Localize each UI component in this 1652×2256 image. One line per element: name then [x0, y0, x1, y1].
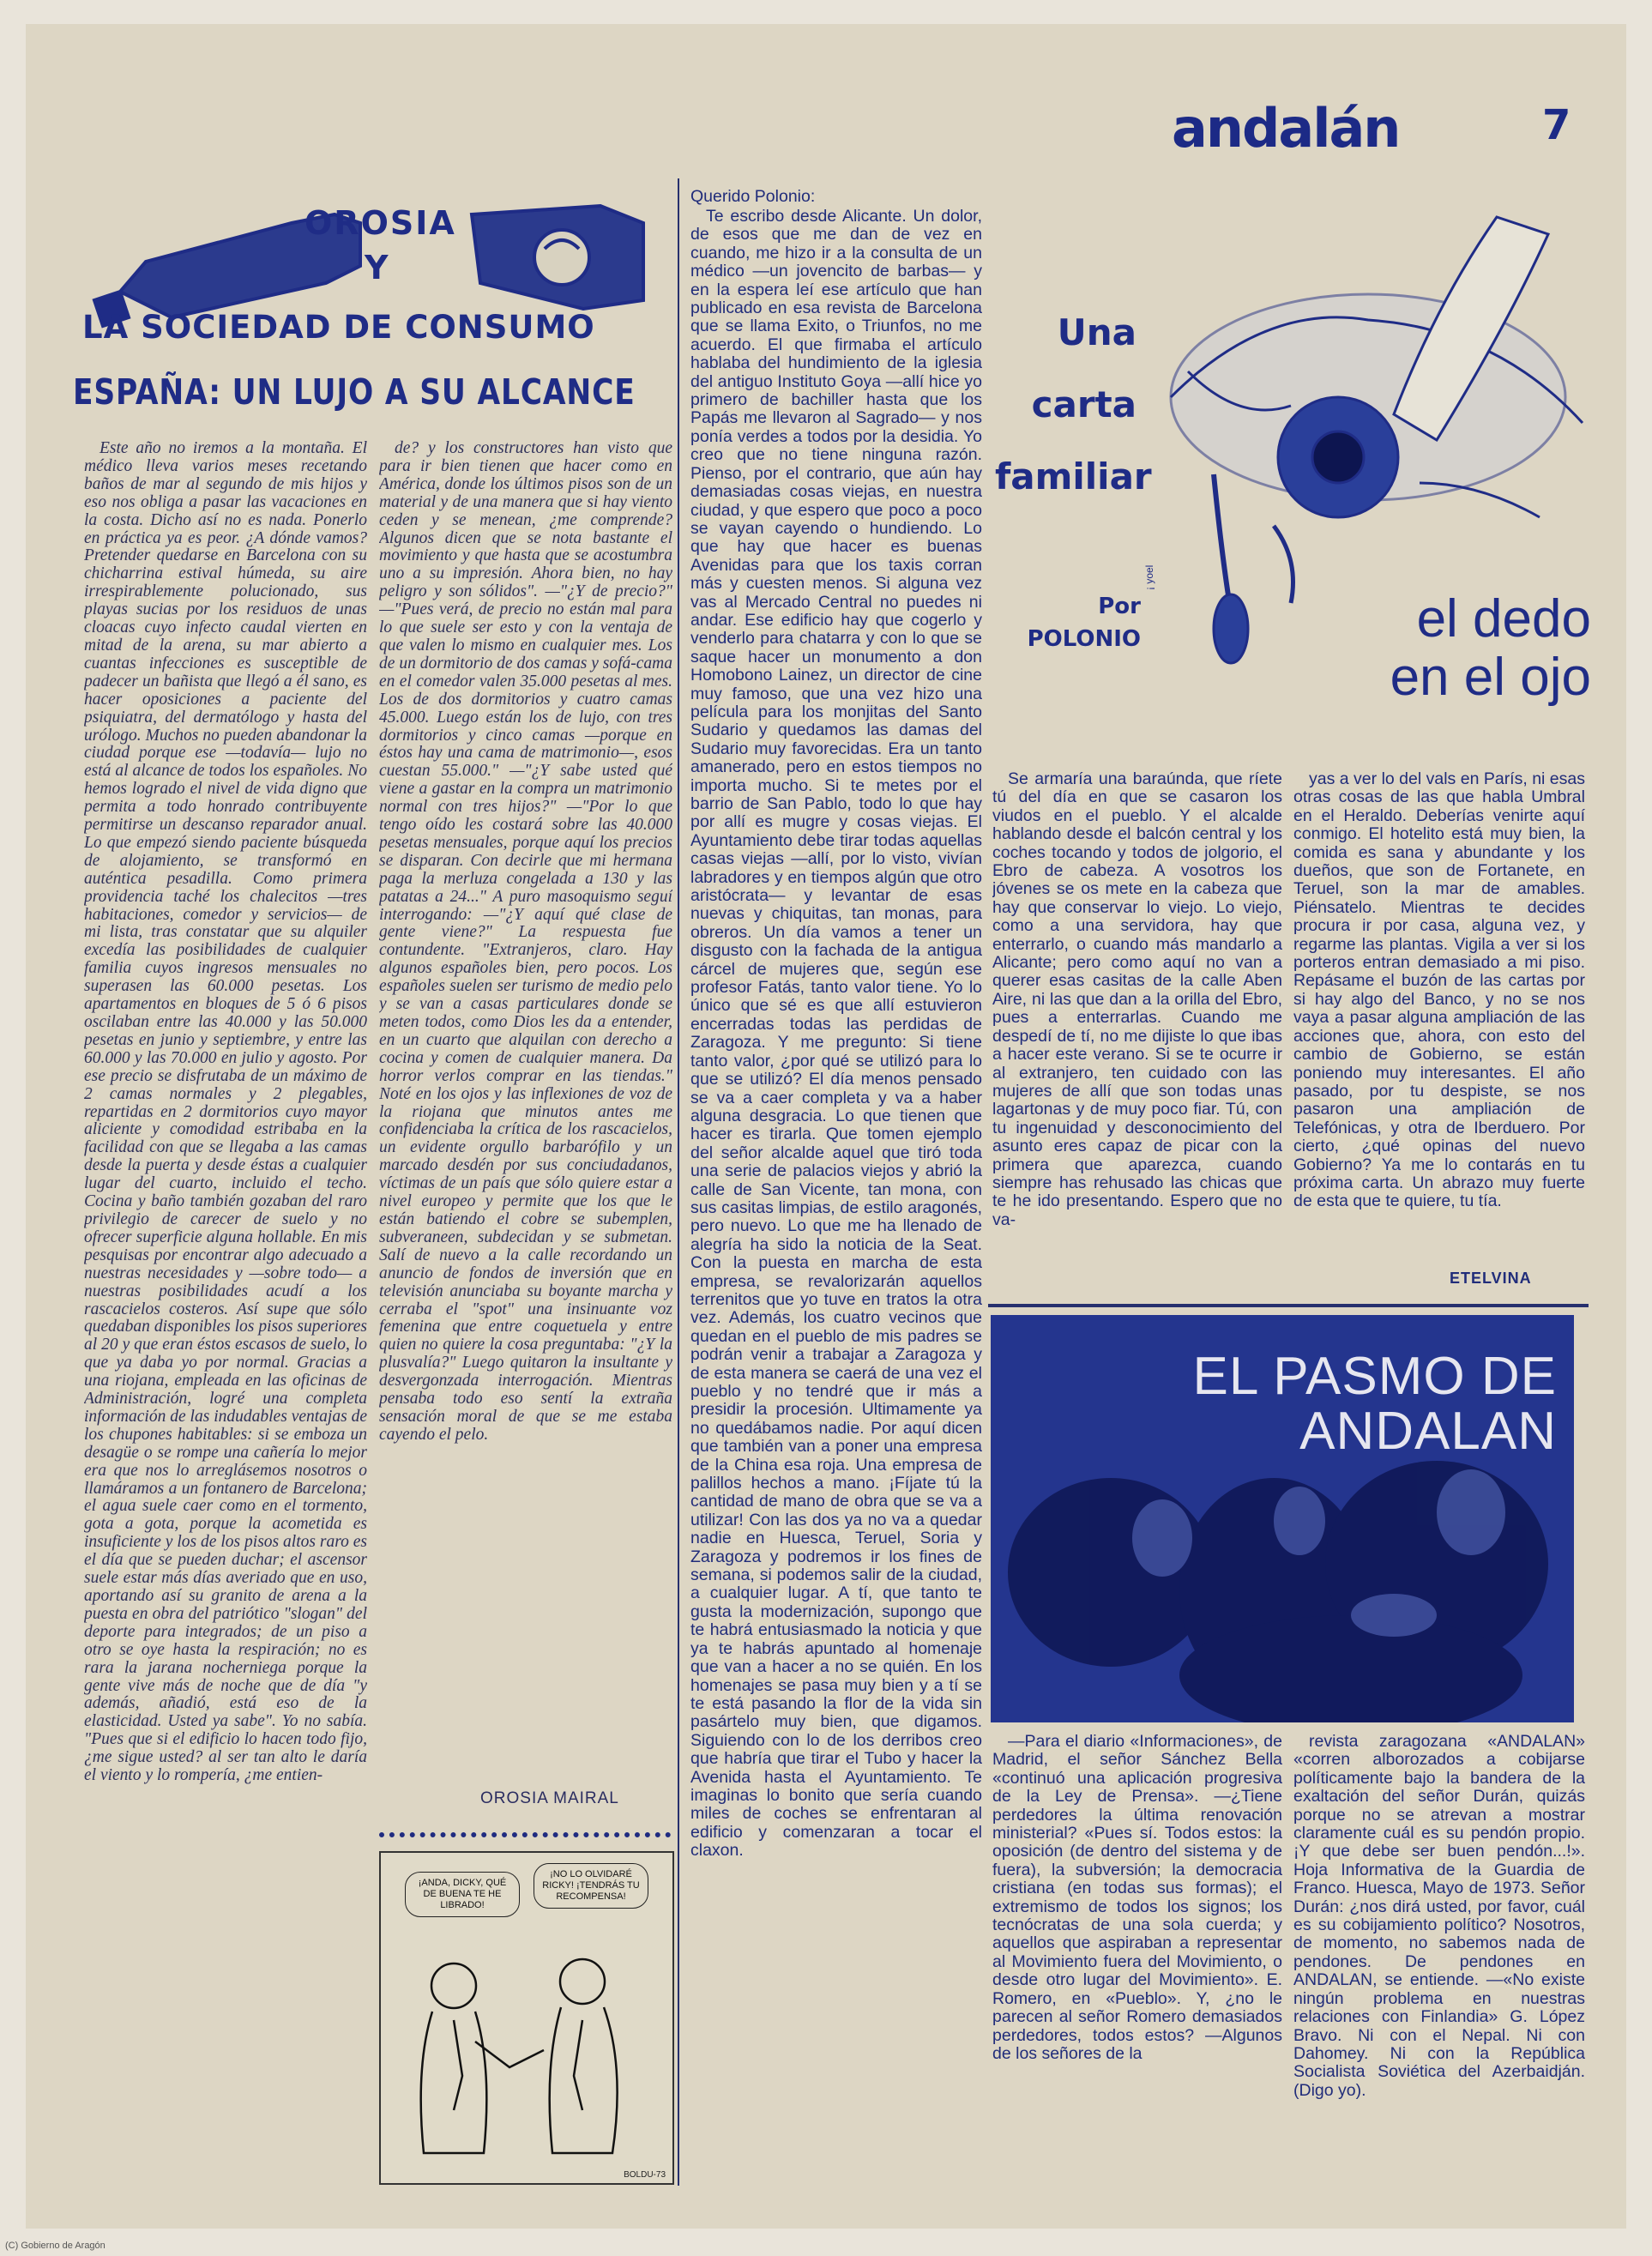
pasmo-column-left — [992, 1733, 1282, 2179]
carta-col4-text: Se armaría una baraúnda, que ríete tú del día en que se casaron los viudos en el pueblo. Y el alcalde hablando desde el balcón central y los coches tocando y todos de jolgorio, el Ebro de cabeza. A vosotros los jóvenes se os mete en la cabeza que hay que conservar lo viejo. Lo viejo, como a una servidora, hay que enterrarlo, o cuando más mandarlo a Alicante; pero como aquí no van a querer esas casitas de la calle Aben Aire, ni las que dan a la orilla del Ebro, pues a enterrarlas. Cuando me despedí de tí, no me dijiste lo que ibas a hacer este verano. Si se te ocurre ir al extranjero, ten cuidado con las mujeres de allí que son todas unas lagartonas y de muy poco fiar. Tú, con tu ingenuidad y desconocimiento del asunto eres capaz de picar con la primera que aparezca, cuando siempre has rehusado las chicas que te he ido presentando. Espero que no va- — [992, 770, 1282, 1229]
masthead: andalán — [1172, 97, 1400, 160]
pasmo-column-right — [1293, 1733, 1585, 2179]
carta-col5-text: yas a ver lo del vals en París, ni esas otras cosas de las que habla Umbral en el Heraldo. Deberías venirte aquí conmigo. El hotelito está muy bien, la comida es sana y abundante y los dueños, que son de Fortanete, en Teruel, son la mar de amables. Piénsatelo. Mientras te decides procura ir por casa, alguna vez, y regarme las plantas. Vigila a ver si los porteros entran demasiado a mi piso. Repásame el buzón de las cartas por si hay algo del Banco, y no se nos vaya a pasar alguna ampliación de las acciones que, ahora, con esto del cambio de Gobierno, se están poniendo muy interesantes. El año pasado, por tu despiste, se nos pasaron una ampliación de Telefónicas, y otra de Iberduero. Por cierto, ¿qué opinas del nuevo Gobierno? Ya me lo contarás en tu próxima carta. Un abrazo muy fuerte de esta que te quiere, tu tía. — [1293, 770, 1585, 1211]
orosia-column-1 — [84, 440, 367, 2181]
footer-credit: (C) Gobierno de Aragón — [5, 2241, 106, 2251]
carta-greeting: Querido Polonio: — [690, 187, 816, 206]
banner-orosia: OROSIA — [304, 204, 456, 242]
carta-by-label: Por — [1098, 594, 1141, 619]
carta-column-5 — [1293, 770, 1585, 1251]
pasmo-photo — [991, 1315, 1574, 1722]
pasmo-col-left-text: —Para el diario «Informaciones», de Madrid, el señor Sánchez Bella «continuó una aplicación progresiva de la Ley de Prensa». —¿Tiene perdedores la última renovación ministerial? «Pues sí. Todos estos: la oposición (de dentro del sistema y de fuera), la subversión; la democracia cristiana (en todas sus formas); el extremismo de todos los signos; los tecnócratas de una sola cuerda; y aquellos que aspiraban a representar al Movimiento fuera del Movimiento, o desde otro lugar del Movimiento». E. Romero, en «Pueblo». Y, ¿no le parecen al señor Romero demasiados perdedores, todos estos? —Algunos de los señores de la — [992, 1733, 1282, 2063]
pasmo-title — [1025, 1349, 1557, 1459]
cartoon-bubble-right: ¡NO LO OLVIDARÉ RICKY! ¡TENDRÁS TU RECOMPENSA! — [534, 1863, 648, 1909]
cartoon-signature: BOLDU-73 — [624, 2170, 666, 2180]
illustration-title-line2: en el ojo — [1390, 648, 1591, 707]
carta-title-line1: Una — [1057, 311, 1137, 353]
carta-column-4 — [992, 770, 1282, 1295]
pasmo-col-right-text: revista zaragozana «ANDALAN» «corren alborozados a cobijarse políticamente bajo la bandera de la exaltación del señor Durán, quizás porque no se atrevan a mostrar claramente cuál es su pendón propio. ¡Y que debe ser buen pendón...!». Hoja Informativa de la Guardia de Franco. Huesca, Mayo de 1973. Señor Durán: ¿nos dirá usted, por favor, cuál es su cobijamiento político? Nosotros, de momento, no sabemos nada de pendones. De pendones en ANDALAN, se entiende. —«No existe ningún problema en nuestras relaciones con Finlandia» G. López Bravo. Ni con el Nepal. Ni con Dahomey. Ni con la República Socialista Soviética del Azerbaidján. (Digo yo). — [1293, 1733, 1585, 2100]
banner-y: Y — [365, 249, 389, 287]
page-number: 7 — [1542, 101, 1571, 149]
illustration-title-line1: el dedo — [1416, 589, 1591, 648]
carta-byline — [995, 590, 1141, 655]
orosia-banner — [77, 189, 652, 369]
orosia-column-2 — [379, 440, 672, 1778]
cartoon-bubble-left: ¡ANDA, DICKY, QUÉ DE BUENA TE HE LIBRADO! — [405, 1872, 520, 1917]
orosia-col1-text: Este año no iremos a la montaña. El médico lleva varios meses recetando baños de mar al segundo de mis hijos y eso nos obliga a pasar las vacaciones en la costa. Dicho así no es nada. Ponerlo en práctica ya es peor. ¿A dónde vamos? Pretender quedarse en Barcelona con su chicharrina estival húmeda, su aire irrespirablemente polucionado, sus playas sucias por los residuos de unas cloacas cuyo infecto caudal vierten en mitad de la arena, su mar abierto a cuantas infecciones es susceptible de padecer un bañista que llegó a él sano, es hacer oposiciones a paciente del psiquiatra, del dermatólogo y hasta del urólogo. Muchos no pueden abandonar la ciudad porque ese —todavía— lujo no está al alcance de todos los españoles. No hemos logrado el nivel de vida digno que permita a todo honrado contribuyente permitirse un descanso reparador anual. Lo que empezó siendo paciente búsqueda de alojamiento, se transformó en auténtica pesadilla. Como primera providencia taché los chalecitos —tres habitaciones, comedor y servicios— de mi lista, tras constatar que su alquiler excedía las posibilidades de cualquier familia cuyos ingresos mensuales no superasen las 60.000 pesetas. Los apartamentos en bloques de 5 ó 6 pisos oscilaban entre las 40.000 y las 50.000 pesetas en junio y septiembre, y entre las 60.000 y las 70.000 en julio y agosto. Por ese precio se disfrutaba de un máximo de 2 camas normales y 2 plegables, repartidas en 2 dormitorios cuyo mayor aliciente y comodidad estribaba en la facilidad con que se llegaba a las camas desde la puerta y desde éstas a cualquier lugar del cuarto, incluido el techo. Cocina y baño también gozaban del raro privilegio de carecer de suelo y no ofrecer superficie alguna hollable. En mis pesquisas por encontrar algo adecuado a nuestras necesidades y —sobre todo— a nuestras posibilidades acudí a los rascacielos costeros. Así supe que sólo quedaban disponibles los pisos superiores al 20 y que eran éstos escasos de suelo, lo que ya daba yo por normal. Gracias a una riojana, empleada en las oficinas de Administración, logré una completa información de las indudables ventajas de los chupones habitables: si se emboza un desagüe o se rompe una cañería lo mejor era que nos lo arreglásemos nosotros o llamáramos a un fontanero de Barcelona; el agua suele caer como en el tormento, gota a gota, porque la acometida es insuficiente y los de los pisos altos raro es el día que se pueden duchar; el ascensor suele estar más días averiado que en uso, aportando así su granito de arena a la puesta en obra del patriótico "slogan" del deporte para integrados; de un piso a otro se oye hasta la respiración; no es rara la jarana nocherniega porque la gente vive más de noche que de día "y además, añadió, está eso de la elasticidad. Usted ya sabe". Yo no sabía. "Pues que si el edificio lo hacen todo fijo, ¿me sigue usted? al ser tan alto le daría el viento y lo rompería, ¿me entien- — [84, 440, 367, 1785]
orosia-col2-text: de? y los constructores han visto que para ir bien tienen que hacer como en América, donde los últimos pisos son de un material y de una manera que si hay viento ceden y se menean, ¿me comprende? Algunos dicen que se nota bastante el movimiento y que hasta que se acostumbra uno a su impresión. Ahora bien, no hay peligro y son sólidos". —"¿Y de precio?" —"Pues verá, de precio no están mal para lo que suele ser esto y con la ventaja de que valen lo mismo en cualquier mes. Los de un dormitorio de dos camas y sofá-cama en el comedor valen 35.000 pesetas al mes. Los de dos dormitorios y cuatro camas 45.000. Luego están los de lujo, con tres dormitorios y cinco camas —porque en éstos hay una cama de matrimonio—, esos cuestan 55.000." —"¿Y sabe usted qué viene a gastar en la compra un matrimonio normal con tres hijos?" —"Por lo que tengo oído les costará sobre las 40.000 pesetas mensuales, porque aquí los precios se disparan. Con decirle que mi hermana paga la merluza congelada a 130 y las patatas a 24..." A puro masoquismo seguí interrogando: —"¿Y aquí qué clase de gente viene?" La respuesta fue contundente. "Extranjeros, claro. Hay algunos españoles bien, pero pocos. Los españoles suelen ser turismo de medio pelo y se van a casas particulares donde se meten todos, como Dios les da a entender, en un cuarto que alquilan con derecho a cocina y comen de cualquier manera. Da horror verlos comprar en las tiendas." Noté en los ojos y las inflexiones de voz de la riojana que minutos antes me confidenciaba la crítica de los rascacielos, un evidente orgullo barbarófilo y un marcado desdén por sus conciudadanos, víctimas de un país que sólo quiere estar a nivel europeo y permite que los que le están batiendo el cobre se subemplen, subveraneen, subdecidan y se submetan. Salí de nuevo a la calle recordando un anuncio de fondos de inversión que en televisión anunciaba su boyante marcha y cerraba el "spot" una insinuante voz femenina que entre coquetuela y entre quien no quiere la cosa preguntaba: "¿Y la plusvalía?" Luego quitaron la insultante y desvergonzada interrogación. Mientras pensaba todo eso sentí la extraña sensación moral de que se me estaba cayendo el pelo. — [379, 440, 672, 1444]
eye-illustration — [1137, 200, 1600, 749]
carta-column-3 — [690, 208, 982, 2181]
pasmo-title-line2: ANDALAN — [1299, 1402, 1557, 1461]
orosia-headline: ESPAÑA: UN LUJO A SU ALCANCE — [73, 371, 636, 413]
carta-col3-text: Te escribo desde Alicante. Un dolor, de esos que me dan de vez en cuando, me hizo ir a la consulta de un médico —un jovencito de barbas— y en la espera leí ese artículo que han publicado en esa revista de Barcelona que se llama Exito, o Triunfos, no me acuerdo. El que firmaba el artículo hablaba del hundimiento de la iglesia del antiguo Instituto Goya —allí hice yo primero de bachiller hasta que los Papás me llevaron al Sagrado— y nos ponía verdes a todos por la desidia. Yo creo que no tiene ninguna razón. Pienso, por el contrario, que aún hay demasiadas cosas viejas, en nuestra ciudad, y que espero que poco a poco se vayan cayendo o hundiendo. Lo que hay que hacer es buenas Avenidas para que los taxis corran más y cuesten menos. Si alguna vez vas al Mercado Central no puedes ni andar. Ese edificio hay que cogerlo y venderlo para chatarra y con lo que se saque hacer un monumento a don Homobono Lainez, un director de cine muy famoso, que una vez hizo una película para los monjitas del Santo Sudario y quedamos las damas del Sudario muy favorecidas. Era un tanto amanerado, pero en estos tiempos no importa mucho. Si te metes por el barrio de San Pablo, todo lo que hay por allí es mugre y cosas viejas. El Ayuntamiento debe tirar todas aquellas casas viejas —allí, por lo visto, vivían labradores y en tiempos algún que otro aristócrata— y levantar de esas nuevas y chiquitas, tan monas, para obreros. Un día vamos a tener un disgusto con la fachada de la antigua cárcel de mujeres que, según ese profesor Fatás, tanto valor tiene. Yo lo único que sé es que allí estuvieron encerradas todas las perdidas de Zaragoza. Y me pregunto: Si tiene tanto valor, ¿por qué se utilizó para lo que se utilizó? El día menos pensado se va a caer completa y va a haber alguna desgracia. Lo que tienen que hacer es tirarla. Que tomen ejemplo del señor alcalde aquel que tiró toda una serie de palacios viejos y abrió la calle de San Vicente, tan mona, con sus casitas limpias, de estilo aragonés, pero nuevo. Lo que me ha llenado de alegría ha sido la noticia de la Seat. Con la puesta en marcha de esta empresa, se revalorizarán aquellos terrenitos que yo tuve en tratos la otra vez. Además, los cuatro vecinos que quedan en el pueblo de mis padres se podrán venir a trabajar a Zaragoza y de esta manera se caerá de una vez el pueblo y no tendré que ir más a presidir la procesión. Ultimamente ya no quedábamos nadie. Por aquí dicen que también van a poner una empresa de la China esa roja. Una empresa de palillos hechos a mano. ¡Fíjate tú la cantidad de mano de obra que se va a utilizar! Con las dos ya no va a quedar nadie en Huesca, Teruel, Soria y Zaragoza y podremos ir los fines de semana, si podemos salir de la ciudad, a cualquier lugar. A tí, que tanto te gusta la modernización, supongo que te habrá entusiasmado la noticia y que ya te habrás apuntado al homenaje que van a hacer a no se quién. En los homenajes se pasa muy bien y a tí se te está pasando la flor de la vida sin pasártelo muy bien, que digamos. Siguiendo con lo de los derribos creo que habría que tirar el Tubo y hacer la Avenida hasta el Ayuntamiento. Te imaginas lo bonito que sería cuando miles de coches se enfrentaran al edificio y comenzaran a tocar el claxon. — [690, 208, 982, 1861]
orosia-signature: OROSIA MAIRAL — [480, 1789, 619, 1807]
carta-title-line3: familiar — [995, 455, 1152, 498]
carta-title-line2: carta — [1031, 383, 1137, 425]
illustration-credit: ¡ yoel — [1143, 564, 1155, 590]
illustration-title — [1291, 590, 1591, 707]
column-rule — [678, 178, 679, 2186]
carta-title — [995, 297, 1152, 513]
carta-author: POLONIO — [1027, 626, 1141, 652]
banner-subtitle: LA SOCIEDAD DE CONSUMO — [82, 309, 595, 346]
dotted-separator — [379, 1832, 671, 1837]
horizontal-rule — [988, 1304, 1589, 1307]
cartoon-drawing — [381, 1853, 672, 2183]
newspaper-page — [26, 24, 1626, 2229]
pasmo-title-line1: EL PASMO DE — [1192, 1347, 1557, 1406]
cartoon — [379, 1851, 674, 2185]
carta-signoff: ETELVINA — [1450, 1270, 1532, 1287]
